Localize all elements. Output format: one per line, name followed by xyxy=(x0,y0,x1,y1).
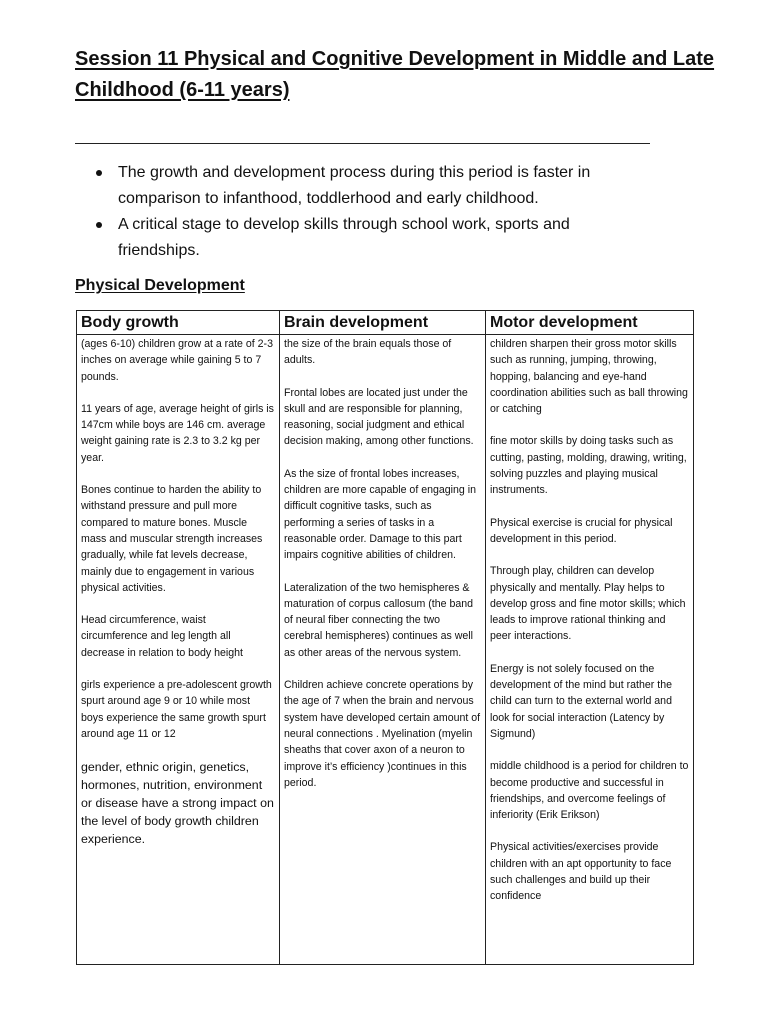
section-heading: Physical Development xyxy=(75,277,245,294)
development-table xyxy=(76,310,694,965)
bullet-dot-icon xyxy=(96,170,102,176)
horizontal-divider xyxy=(75,143,650,144)
page-title: Session 11 Physical and Cognitive Development in Middle and Late Childhood (6-11 years) xyxy=(75,48,715,101)
body-growth-paragraph: 11 years of age, average height of girls is 147cm while boys are 146 cm. average weight gaining rate is 2.3 to 3.2 kg per year. xyxy=(81,402,274,464)
brain-development-paragraph: the size of the brain equals those of adults. xyxy=(284,338,452,367)
motor-development-paragraph: Physical activities/exercises provide children with an apt opportunity to face such challenges and build up their confidence xyxy=(490,841,672,903)
body-growth-cell xyxy=(77,335,280,965)
motor-development-paragraph: fine motor skills by doing tasks such as cutting, pasting, molding, drawing, writing, solving puzzles and playing musical instruments. xyxy=(490,435,687,497)
header-body-growth: Body growth xyxy=(77,311,280,335)
motor-development-cell xyxy=(486,335,694,965)
header-motor-development: Motor development xyxy=(486,311,694,335)
body-growth-paragraph: Head circumference, waist circumference and leg length all decrease in relation to body height xyxy=(81,614,243,659)
brain-development-paragraph: Lateralization of the two hemispheres & maturation of corpus callosum (the band of neural fiber connecting the two cerebral hemispheres) continues as well as other areas of the nervous system. xyxy=(284,581,474,659)
intro-bullet-list xyxy=(96,160,656,264)
bullet-text: The growth and development process during this period is faster in comparison to infanthood, toddlerhood and early childhood. xyxy=(118,164,591,207)
motor-development-paragraph: children sharpen their gross motor skills such as running, jumping, throwing, hopping, balancing and eye-hand coordination abilities such as ball throwing or catching xyxy=(490,338,688,416)
table-row xyxy=(77,335,694,965)
brain-development-paragraph: Children achieve concrete operations by the age of 7 when the brain and nervous system have developed certain amount of neural connections . Myelination (myelin sheaths that cover axon of a neuron to improve it’s efficiency )continues in this period. xyxy=(284,679,481,789)
bullet-text: A critical stage to develop skills through school work, sports and friendships. xyxy=(118,216,570,259)
brain-development-cell xyxy=(280,335,486,965)
table-header-row xyxy=(77,311,694,335)
brain-development-paragraph: Frontal lobes are located just under the skull and are responsible for planning, reasoning, social judgment and ethical decision making, among other functions. xyxy=(284,386,474,448)
body-growth-paragraph: gender, ethnic origin, genetics, hormones, nutrition, environment or disease have a strong impact on the level of body growth children experience. xyxy=(81,760,274,847)
brain-development-paragraph: As the size of frontal lobes increases, children are more capable of engaging in difficult cognitive tasks, such as performing a series of tasks in a reasonable order. Damage to this part impairs cognitive abilities of children. xyxy=(284,467,476,562)
motor-development-paragraph: middle childhood is a period for children to become productive and successful in friendships, and overcome feelings of inferiority (Erik Erikson) xyxy=(490,760,689,822)
bullet-dot-icon xyxy=(96,222,102,228)
body-growth-paragraph: (ages 6-10) children grow at a rate of 2-3 inches on average while gaining 5 to 7 pounds. xyxy=(81,338,273,383)
body-growth-paragraph: girls experience a pre-adolescent growth spurt around age 9 or 10 while most boys experience the same growth spurt around age 11 or 12 xyxy=(81,679,272,740)
motor-development-paragraph: Through play, children can develop physically and mentally. Play helps to develop gross and fine motor skills; which leads to improve rational thinking and peer interactions. xyxy=(490,565,686,643)
header-brain-development: Brain development xyxy=(280,311,486,335)
motor-development-paragraph: Energy is not solely focused on the development of the mind but rather the child can turn to the external world and look for social interaction (Latency by Sigmund) xyxy=(490,662,672,740)
bullet-item xyxy=(96,212,656,264)
bullet-item xyxy=(96,160,656,212)
motor-development-paragraph: Physical exercise is crucial for physical development in this period. xyxy=(490,516,673,545)
body-growth-paragraph: Bones continue to harden the ability to withstand pressure and pull more compared to mature bones. Muscle mass and muscular strength increases gradually, while fat levels decrease, mainly due to engagement in various physical activities. xyxy=(81,484,263,594)
